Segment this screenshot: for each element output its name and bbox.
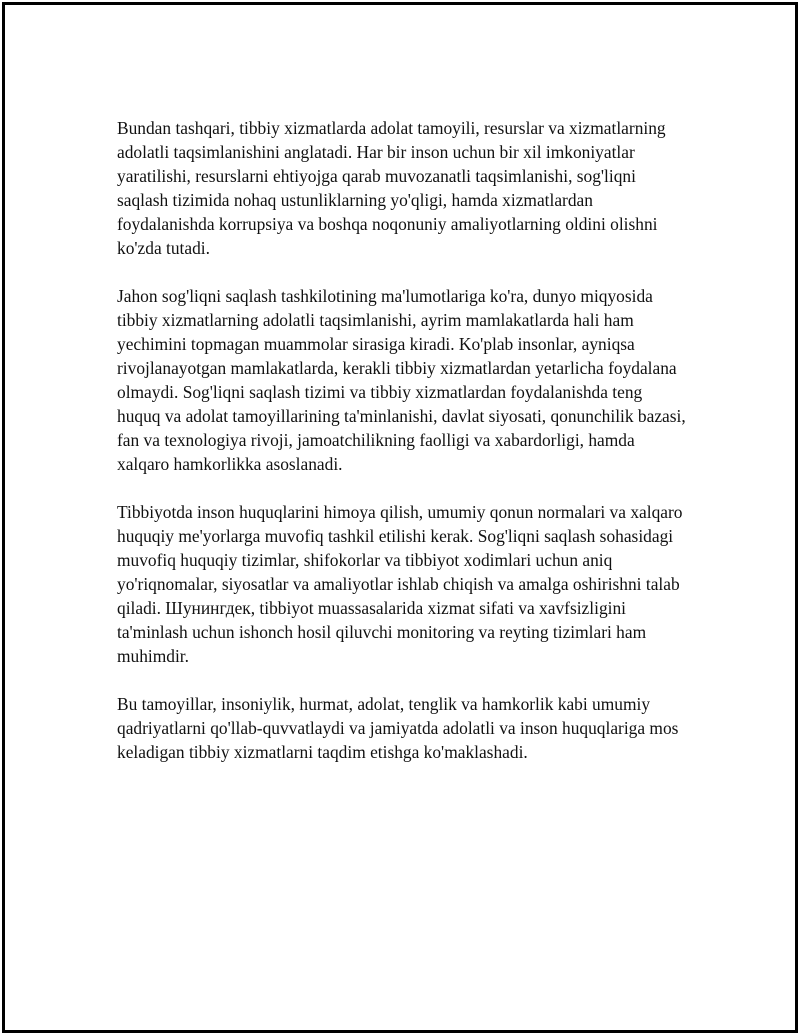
document-body (117, 116, 687, 788)
paragraph-4: Bu tamoyillar, insoniylik, hurmat, adolat, tenglik va hamkorlik kabi umumiy qadriyatlarni qo'llab-quvvatlaydi va jamiyatda adolatli va inson huquqlariga mos keladigan tibbiy xizmatlarni taqdim etishga ko'maklashadi. (117, 694, 679, 762)
paragraph-2: Jahon sog'liqni saqlash tashkilotining ma'lumotlariga ko'ra, dunyo miqyosida tibbiy xizmatlarning adolatli taqsimlanishi, ayrim mamlakatlarda hali ham yechimini topmagan muammolar sirasiga kiradi. Ko'plab insonlar, ayniqsa rivojlanayotgan mamlakatlarda, kerakli tibbiy xizmatlardan yetarlicha foydalana olmaydi. Sog'liqni saqlash tizimi va tibbiy xizmatlardan foydalanishda teng huquq va adolat tamoyillarining ta'minlanishi, davlat siyosati, qonunchilik bazasi, fan va texnologiya rivoji, jamoatchilikning faolligi va xabardorligi, hamda xalqaro hamkorlikka asoslanadi. (117, 286, 686, 474)
paragraph-3: Tibbiyotda inson huquqlarini himoya qilish, umumiy qonun normalari va xalqaro huquqiy me'yorlarga muvofiq tashkil etilishi kerak. Sog'liqni saqlash sohasidagi muvofiq huquqiy tizimlar, shifokorlar va tibbiyot xodimlari uchun aniq yo'riqnomalar, siyosatlar va amaliyotlar ishlab chiqish va amalga oshirishni talab qiladi. Шунингдек, tibbiyot muassasalarida xizmat sifati va xavfsizligini ta'minlash uchun ishonch hosil qiluvchi monitoring va reyting tizimlari ham muhimdir. (117, 502, 683, 666)
paragraph-1: Bundan tashqari, tibbiy xizmatlarda adolat tamoyili, resurslar va xizmatlarning adolatli taqsimlanishini anglatadi. Har bir inson uchun bir xil imkoniyatlar yaratilishi, resurslarni ehtiyojga qarab muvozanatli taqsimlanishi, sog'liqni saqlash tizimida nohaq ustunliklarning yo'qligi, hamda xizmatlardan foydalanishda korrupsiya va boshqa noqonuniy amaliyotlarning oldini olishni ko'zda tutadi. (117, 118, 666, 258)
